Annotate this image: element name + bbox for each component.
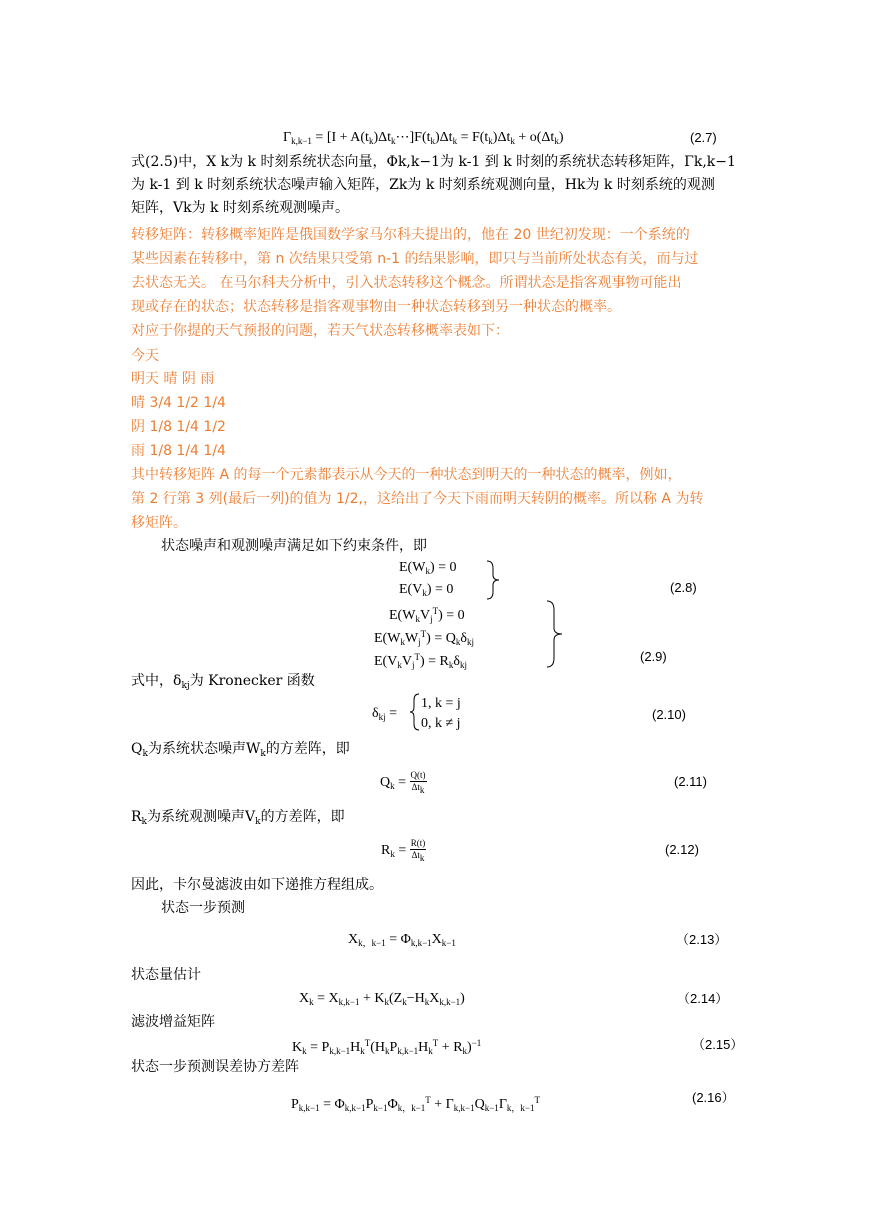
brace-2-9	[545, 600, 565, 668]
equation-number-2-15: （2.15）	[692, 1037, 744, 1052]
equation-2-8-a: $E(W_k) = 0$	[399, 560, 457, 576]
equation-2-10-case-1: 1, k = j	[421, 696, 461, 711]
orange-explain-2: 第 2 行第 3 列(最后一列)的值为 1/2,，这给出了今天下雨而明天转阴的概率。所以称 A 为转	[131, 491, 704, 507]
equation-2-9-b: $E(W_kW_j^T) = Q_k\delta_{kj}$	[374, 629, 474, 647]
equation-2-14: $X_k = X_{k,k-1} + K_k(Z_k-H_kX_{k,k-1})$	[299, 991, 465, 1007]
brace-2-10	[409, 693, 421, 731]
equation-2-16: $P_{k,k-1} = \Phi_{k,k-1}P_{k-1}\Phi_{k,k-1}^T + \Gamma_{k,k-1}Q_{k-1}\Gamma_{k,k-1}^T$	[291, 1095, 540, 1113]
equation-number-2-14: （2.14）	[677, 991, 729, 1006]
step-cov-label: 状态一步预测误差协方差阵	[131, 1059, 299, 1075]
orange-line-4: 现或存在的状态；状态转移是指客观事物由一种状态转移到另一种状态的概率。	[131, 299, 621, 315]
q-intro: $Q_k$为系统状态噪声$W_k$的方差阵，即	[131, 741, 350, 759]
constraints-intro: 状态噪声和观测噪声满足如下约束条件，即	[161, 538, 427, 554]
equation-2-13: $X_{k,k-1} = \Phi_{k,k-1}X_{k-1}$	[348, 932, 456, 948]
r-intro: $R_k$为系统观测噪声$V_k$的方差阵，即	[131, 809, 345, 827]
equation-number-2-16: (2.16）	[692, 1090, 735, 1105]
kronecker-intro: 式中，$\delta_{kj}$为 Kronecker 函数	[131, 673, 315, 691]
equation-number-2-11: (2.11)	[674, 774, 707, 789]
equation-number-2-9: (2.9)	[640, 649, 667, 664]
equation-number-2-7: (2.7)	[690, 130, 717, 145]
orange-explain-1: 其中转移矩阵 A 的每一个元素都表示从今天的一种状态到明天的一种状态的概率，例如，	[131, 467, 682, 483]
table-row-sunny: 晴 3/4 1/2 1/4	[131, 395, 226, 411]
para-1-line-3: 矩阵，Vk为 k 时刻系统观测噪声。	[131, 200, 349, 216]
equation-2-10-lhs: $\delta_{kj}$ =	[372, 706, 398, 722]
equation-2-9-a: $E(W_kV_j^T) = 0$	[389, 606, 465, 624]
equation-2-10-case-2: 0, k ≠ j	[421, 716, 461, 731]
equation-2-12: $R_k$ = $\frac{R(t)}{\Delta t_k}$	[381, 838, 426, 863]
equation-number-2-8: (2.8)	[670, 580, 697, 595]
step-estimate-label: 状态量估计	[131, 967, 201, 983]
para-1-line-2: 为 k-1 到 k 时刻系统状态噪声输入矩阵，Zk为 k 时刻系统观测向量，Hk为 k 时刻系统的观测	[131, 177, 715, 193]
equation-2-7: $\Gamma_{k,k-1} = [I$ + $A(t_k)\Delta t_k\cdots]F(t_k)\Delta t_k = F(t_k)\Delta t_k + o(\Delta t_k)$	[283, 130, 564, 146]
para-1-line-1: 式(2.5)中，X k为 k 时刻系统状态向量，Φk,k−1为 k-1 到 k 时刻的系统状态转移矩阵，Γk,k−1	[131, 154, 736, 170]
equation-2-15: $K_k = P_{k,k-1}H_k^T(H_kP_{k,k-1}H_k^T + R_k)^{-1}$	[292, 1038, 482, 1056]
equation-number-2-12: (2.12)	[665, 842, 699, 857]
orange-explain-3: 移矩阵。	[131, 515, 187, 531]
table-row-cloudy: 阴 1/8 1/4 1/2	[131, 419, 226, 435]
equation-2-8-b: $E(V_k) = 0$	[399, 582, 454, 598]
equation-number-2-10: (2.10)	[652, 707, 686, 722]
orange-line-3: 去状态无关。 在马尔科夫分析中，引入状态转移这个概念。所谓状态是指客观事物可能出	[131, 275, 682, 291]
equation-2-11: $Q_k$ = $\frac{Q(t)}{\Delta t_k}$	[380, 770, 426, 795]
equation-2-9-c: $E(V_kV_j^T) = R_k\delta_{kj}$	[374, 652, 467, 670]
table-title: 今天	[131, 348, 159, 364]
orange-line-5: 对应于你提的天气预报的问题，若天气状态转移概率表如下：	[131, 323, 509, 339]
step-predict-label: 状态一步预测	[161, 900, 245, 916]
orange-line-2: 某些因素在转移中，第 n 次结果只受第 n-1 的结果影响，即只与当前所处状态有关，而与过	[131, 251, 699, 267]
brace-2-8	[485, 560, 501, 600]
step-gain-label: 滤波增益矩阵	[131, 1014, 215, 1030]
orange-line-1: 转移矩阵：转移概率矩阵是俄国数学家马尔科夫提出的，他在 20 世纪初发现：一个系统的	[131, 227, 690, 243]
table-row-rain: 雨 1/8 1/4 1/4	[131, 443, 226, 459]
equation-number-2-13: （2.13）	[676, 932, 728, 947]
kalman-intro: 因此，卡尔曼滤波由如下递推方程组成。	[131, 877, 383, 893]
table-header: 明天 晴 阴 雨	[131, 371, 215, 387]
